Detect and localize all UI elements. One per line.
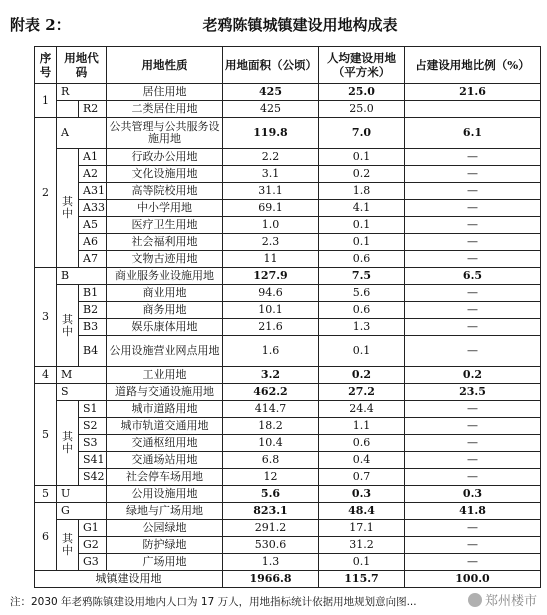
table-title: 老鸦陈镇城镇建设用地构成表 [202, 16, 398, 34]
sub-code: G2 [79, 537, 107, 554]
sub-code: A5 [79, 217, 107, 234]
group-row [35, 486, 541, 503]
sub-per-capita: 0.1 [319, 554, 405, 571]
header-seq: 序号 [35, 47, 57, 84]
sub-code: B3 [79, 319, 107, 336]
group-name: 道路与交通设施用地 [107, 384, 223, 401]
group-ratio: 21.6 [405, 84, 541, 101]
group-code: R [57, 84, 107, 101]
group-code: B [57, 268, 107, 285]
group-per-capita: 0.2 [319, 367, 405, 384]
sub-name: 行政办公用地 [107, 149, 223, 166]
sub-row [35, 452, 541, 469]
qizhong-cell: 其中 [57, 520, 79, 571]
sub-per-capita: 25.0 [319, 101, 405, 118]
group-area: 127.9 [223, 268, 319, 285]
group-ratio: 6.5 [405, 268, 541, 285]
sub-name: 中小学用地 [107, 200, 223, 217]
sub-row [35, 200, 541, 217]
sub-per-capita: 1.3 [319, 319, 405, 336]
group-area: 425 [223, 84, 319, 101]
group-code: G [57, 503, 107, 520]
group-per-capita: 25.0 [319, 84, 405, 101]
seq-cell: 3 [35, 268, 57, 367]
sub-ratio: — [405, 537, 541, 554]
sub-area: 291.2 [223, 520, 319, 537]
group-ratio: 23.5 [405, 384, 541, 401]
sub-ratio: — [405, 166, 541, 183]
sub-ratio: — [405, 469, 541, 486]
group-area: 462.2 [223, 384, 319, 401]
sub-code: G3 [79, 554, 107, 571]
sub-area: 2.2 [223, 149, 319, 166]
group-row [35, 503, 541, 520]
sub-area: 530.6 [223, 537, 319, 554]
header-code: 用地代码 [57, 47, 107, 84]
group-area: 119.8 [223, 118, 319, 149]
sub-ratio: — [405, 302, 541, 319]
blank-cell [57, 101, 79, 118]
group-name: 公共管理与公共服务设施用地 [107, 118, 223, 149]
sub-code: A2 [79, 166, 107, 183]
sub-per-capita: 1.8 [319, 183, 405, 200]
sub-name: 交通场站用地 [107, 452, 223, 469]
group-name: 居住用地 [107, 84, 223, 101]
sub-code: S3 [79, 435, 107, 452]
sub-per-capita: 0.6 [319, 435, 405, 452]
sub-per-capita: 5.6 [319, 285, 405, 302]
sub-name: 娱乐康体用地 [107, 319, 223, 336]
sub-area: 10.1 [223, 302, 319, 319]
sub-name: 社会福利用地 [107, 234, 223, 251]
group-row [35, 118, 541, 149]
group-name: 工业用地 [107, 367, 223, 384]
sub-per-capita: 31.2 [319, 537, 405, 554]
group-name: 公用设施用地 [107, 486, 223, 503]
sub-area: 31.1 [223, 183, 319, 200]
circle-logo-icon [468, 593, 482, 607]
sub-per-capita: 0.4 [319, 452, 405, 469]
sub-area: 10.4 [223, 435, 319, 452]
group-per-capita: 7.5 [319, 268, 405, 285]
sub-per-capita: 0.1 [319, 336, 405, 367]
sub-name: 商业用地 [107, 285, 223, 302]
sub-row [35, 285, 541, 302]
sub-name: 公用设施营业网点用地 [107, 336, 223, 367]
sub-row [35, 537, 541, 554]
total-area: 1966.8 [223, 571, 319, 588]
sub-area: 3.1 [223, 166, 319, 183]
sub-per-capita: 0.1 [319, 217, 405, 234]
sub-area: 69.1 [223, 200, 319, 217]
sub-ratio [405, 101, 541, 118]
seq-cell: 5 [35, 384, 57, 486]
sub-area: 21.6 [223, 319, 319, 336]
sub-code: A1 [79, 149, 107, 166]
group-code: M [57, 367, 107, 384]
header-nature: 用地性质 [107, 47, 223, 84]
qizhong-cell: 其中 [57, 401, 79, 486]
sub-row [35, 183, 541, 200]
sub-ratio: — [405, 319, 541, 336]
seq-cell: 1 [35, 84, 57, 118]
sub-name: 城市道路用地 [107, 401, 223, 418]
sub-per-capita: 1.1 [319, 418, 405, 435]
sub-code: A33 [79, 200, 107, 217]
header-ratio: 占建设用地比例（%） [405, 47, 541, 84]
group-name: 商业服务业设施用地 [107, 268, 223, 285]
land-use-table [34, 46, 541, 588]
group-code: U [57, 486, 107, 503]
sub-per-capita: 4.1 [319, 200, 405, 217]
sub-code: B4 [79, 336, 107, 367]
sub-name: 公园绿地 [107, 520, 223, 537]
sub-code: B1 [79, 285, 107, 302]
sub-name: 广场用地 [107, 554, 223, 571]
sub-area: 94.6 [223, 285, 319, 302]
group-code: S [57, 384, 107, 401]
sub-code: R2 [79, 101, 107, 118]
sub-code: A6 [79, 234, 107, 251]
header-row [35, 47, 541, 84]
group-row [35, 384, 541, 401]
sub-code: B2 [79, 302, 107, 319]
sub-per-capita: 0.1 [319, 149, 405, 166]
group-ratio: 41.8 [405, 503, 541, 520]
watermark [468, 590, 537, 609]
sub-ratio: — [405, 520, 541, 537]
group-row [35, 268, 541, 285]
sub-per-capita: 24.4 [319, 401, 405, 418]
sub-row [35, 418, 541, 435]
total-per-capita: 115.7 [319, 571, 405, 588]
group-row [35, 84, 541, 101]
sub-code: S41 [79, 452, 107, 469]
sub-ratio: — [405, 200, 541, 217]
sub-per-capita: 17.1 [319, 520, 405, 537]
sub-row [35, 336, 541, 367]
sub-name: 城市轨道交通用地 [107, 418, 223, 435]
table-body [35, 84, 541, 571]
group-per-capita: 48.4 [319, 503, 405, 520]
sub-row [35, 469, 541, 486]
sub-area: 11 [223, 251, 319, 268]
sub-row [35, 166, 541, 183]
sub-area: 2.3 [223, 234, 319, 251]
sub-code: S1 [79, 401, 107, 418]
group-per-capita: 7.0 [319, 118, 405, 149]
total-row [35, 571, 541, 588]
sub-ratio: — [405, 285, 541, 302]
group-area: 5.6 [223, 486, 319, 503]
sub-row [35, 554, 541, 571]
sub-ratio: — [405, 183, 541, 200]
sub-row [35, 302, 541, 319]
sub-name: 商务用地 [107, 302, 223, 319]
appendix-label: 附表 2： [10, 16, 71, 34]
sub-area: 12 [223, 469, 319, 486]
group-row [35, 367, 541, 384]
sub-row [35, 401, 541, 418]
header-area: 用地面积（公顷） [223, 47, 319, 84]
sub-row [35, 101, 541, 118]
group-area: 823.1 [223, 503, 319, 520]
sub-per-capita: 0.1 [319, 234, 405, 251]
header-per-capita: 人均建设用地（平方米） [319, 47, 405, 84]
sub-area: 1.6 [223, 336, 319, 367]
sub-ratio: — [405, 435, 541, 452]
sub-row [35, 234, 541, 251]
group-ratio: 0.2 [405, 367, 541, 384]
sub-code: A7 [79, 251, 107, 268]
sub-name: 文物古迹用地 [107, 251, 223, 268]
sub-code: G1 [79, 520, 107, 537]
title-row [10, 14, 537, 38]
sub-per-capita: 0.6 [319, 302, 405, 319]
sub-row [35, 319, 541, 336]
group-per-capita: 0.3 [319, 486, 405, 503]
group-ratio: 6.1 [405, 118, 541, 149]
sub-name: 交通枢纽用地 [107, 435, 223, 452]
sub-code: S2 [79, 418, 107, 435]
sub-name: 高等院校用地 [107, 183, 223, 200]
sub-row [35, 149, 541, 166]
total-label: 城镇建设用地 [35, 571, 223, 588]
footnote: 注：2030 年老鸦陈镇建设用地内人口为 17 万人，用地指标统计依据用地规划意向图... [10, 596, 417, 608]
sub-row [35, 251, 541, 268]
sub-per-capita: 0.2 [319, 166, 405, 183]
sub-name: 医疗卫生用地 [107, 217, 223, 234]
group-per-capita: 27.2 [319, 384, 405, 401]
sub-ratio: — [405, 234, 541, 251]
sub-code: S42 [79, 469, 107, 486]
sub-row [35, 435, 541, 452]
group-name: 绿地与广场用地 [107, 503, 223, 520]
group-area: 3.2 [223, 367, 319, 384]
sub-code: A31 [79, 183, 107, 200]
sub-per-capita: 0.7 [319, 469, 405, 486]
sub-area: 414.7 [223, 401, 319, 418]
seq-cell: 6 [35, 503, 57, 571]
watermark-text: 郑州楼市 [484, 594, 537, 609]
sub-ratio: — [405, 149, 541, 166]
sub-name: 防护绿地 [107, 537, 223, 554]
sub-row [35, 520, 541, 537]
sub-area: 6.8 [223, 452, 319, 469]
group-code: A [57, 118, 107, 149]
sub-ratio: — [405, 336, 541, 367]
sub-ratio: — [405, 401, 541, 418]
sub-area: 1.3 [223, 554, 319, 571]
sub-area: 1.0 [223, 217, 319, 234]
sub-row [35, 217, 541, 234]
sub-ratio: — [405, 452, 541, 469]
sub-ratio: — [405, 251, 541, 268]
total-ratio: 100.0 [405, 571, 541, 588]
sub-ratio: — [405, 418, 541, 435]
qizhong-cell: 其中 [57, 285, 79, 367]
sub-ratio: — [405, 217, 541, 234]
seq-cell: 4 [35, 367, 57, 384]
sub-area: 18.2 [223, 418, 319, 435]
qizhong-cell: 其中 [57, 149, 79, 268]
sub-ratio: — [405, 554, 541, 571]
seq-cell: 5 [35, 486, 57, 503]
sub-area: 425 [223, 101, 319, 118]
seq-cell: 2 [35, 118, 57, 268]
sub-name: 社会停车场用地 [107, 469, 223, 486]
sub-name: 文化设施用地 [107, 166, 223, 183]
sub-per-capita: 0.6 [319, 251, 405, 268]
group-ratio: 0.3 [405, 486, 541, 503]
sub-name: 二类居住用地 [107, 101, 223, 118]
